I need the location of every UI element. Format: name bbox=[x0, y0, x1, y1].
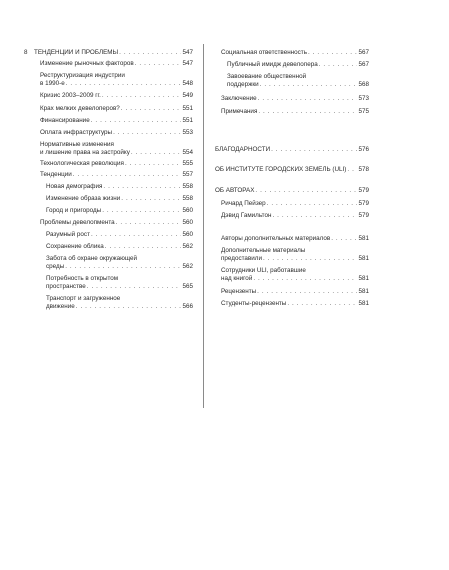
toc-entry-title: Разумный рост bbox=[46, 231, 90, 238]
chapter-number: 8 bbox=[24, 49, 28, 56]
page-number: 581 bbox=[358, 235, 369, 242]
toc-entry bbox=[34, 295, 193, 310]
toc-entry bbox=[215, 108, 369, 116]
dot-leader bbox=[87, 283, 182, 291]
toc-entry bbox=[34, 72, 193, 87]
dot-leader bbox=[76, 303, 182, 311]
toc-entry-title: Проблемы девелопмента bbox=[40, 219, 115, 226]
dot-leader bbox=[258, 95, 358, 103]
page-number: 575 bbox=[358, 108, 369, 115]
toc-entry-title: пространстве bbox=[46, 282, 86, 290]
toc-entry bbox=[215, 212, 369, 220]
toc-entry bbox=[34, 219, 193, 227]
dot-leader bbox=[103, 183, 181, 191]
toc-entry-title: Изменение образа жизни bbox=[46, 195, 121, 202]
toc-entry-title: Рецензенты bbox=[221, 288, 257, 295]
toc-entry bbox=[215, 166, 369, 174]
toc-entry-title: Ричард Пейзер bbox=[221, 200, 266, 207]
toc-entry bbox=[34, 231, 193, 239]
toc-entry-title-first-line: Дополнительные материалы bbox=[221, 247, 306, 254]
page-number: 553 bbox=[182, 129, 193, 136]
column-divider bbox=[203, 44, 204, 408]
toc-entry-title-first-line: Потребность в открытом bbox=[46, 275, 119, 282]
page-number: 549 bbox=[182, 92, 193, 99]
toc-entry-title: Изменение рыночных факторов bbox=[40, 60, 134, 67]
page-number: 565 bbox=[182, 282, 193, 290]
dot-leader bbox=[331, 235, 357, 243]
toc-entry-title: Финансирование bbox=[40, 117, 90, 124]
toc-entry bbox=[34, 60, 193, 68]
page-number: 581 bbox=[358, 300, 369, 307]
toc-entry-title: БЛАГОДАРНОСТИ bbox=[215, 146, 271, 153]
toc-entry-title: Дэвид Гамильтон bbox=[221, 212, 272, 219]
toc-entry bbox=[34, 275, 193, 290]
page-number: 581 bbox=[358, 254, 369, 262]
toc-entry-title: Авторы дополнительных материалов bbox=[221, 235, 331, 242]
toc-entry bbox=[34, 129, 193, 137]
page-number: 567 bbox=[358, 61, 369, 68]
toc-entry-title: Кризис 2003–2009 гг. bbox=[40, 92, 101, 99]
page-number: 557 bbox=[182, 171, 193, 178]
dot-leader bbox=[66, 80, 182, 88]
dot-leader bbox=[271, 146, 357, 154]
toc-entry bbox=[215, 247, 369, 262]
toc-entry-title: Новая демография bbox=[46, 183, 103, 190]
dot-leader bbox=[131, 149, 182, 157]
toc-entry-title: ОБ АВТОРАХ bbox=[215, 187, 255, 194]
dot-leader bbox=[287, 300, 357, 308]
toc-entry-title: Сохранение облика bbox=[46, 243, 104, 250]
page-number: 581 bbox=[358, 288, 369, 295]
dot-leader bbox=[116, 219, 182, 227]
toc-entry-title: ТЕНДЕНЦИИ И ПРОБЛЕМЫ bbox=[34, 49, 119, 56]
toc-entry-title-first-line: Транспорт и загруженное bbox=[46, 295, 121, 302]
dot-leader bbox=[91, 117, 182, 125]
toc-entry-title: Социальная ответственность bbox=[221, 49, 307, 56]
dot-leader bbox=[253, 275, 357, 283]
toc-entry bbox=[34, 243, 193, 251]
toc-entry-title: и лишение права на застройку bbox=[40, 148, 130, 156]
toc-entry bbox=[34, 255, 193, 270]
page-number: 558 bbox=[182, 195, 193, 202]
toc-entry bbox=[215, 95, 369, 103]
dot-leader bbox=[113, 129, 181, 137]
toc-entry-title-first-line: Забота об охране окружающей bbox=[46, 255, 137, 262]
toc-entry-title: среды bbox=[46, 262, 65, 270]
toc-entry bbox=[215, 300, 369, 308]
toc-entry bbox=[215, 235, 369, 243]
page-number: 547 bbox=[182, 49, 193, 56]
toc-entry-title: Тенденции bbox=[40, 171, 72, 178]
dot-leader bbox=[91, 231, 182, 239]
page-number: 548 bbox=[182, 79, 193, 87]
toc-entry-title: Заключение bbox=[221, 95, 257, 102]
page-number: 567 bbox=[358, 49, 369, 56]
dot-leader bbox=[102, 92, 182, 100]
dot-leader bbox=[119, 49, 181, 57]
page-number: 551 bbox=[182, 105, 193, 112]
toc-entry bbox=[34, 141, 193, 156]
toc-entry-title-first-line: Нормативные изменения bbox=[40, 141, 114, 148]
toc-entry bbox=[215, 200, 369, 208]
toc-entry-title: в 1990-е bbox=[40, 79, 65, 87]
toc-entry-title: Крах мелких девелоперов? bbox=[40, 105, 120, 112]
toc-entry bbox=[215, 61, 369, 69]
page-number: 568 bbox=[358, 80, 369, 88]
toc-entry-title: ОБ ИНСТИТУТЕ ГОРОДСКИХ ЗЕМЕЛЬ (ULI) bbox=[215, 166, 347, 173]
toc-entry bbox=[34, 207, 193, 215]
toc-entry bbox=[34, 117, 193, 125]
toc-entry bbox=[24, 49, 193, 57]
dot-leader bbox=[105, 243, 182, 251]
toc-entry bbox=[34, 171, 193, 179]
page-number: 558 bbox=[182, 183, 193, 190]
dot-leader bbox=[347, 166, 357, 174]
dot-leader bbox=[135, 60, 182, 68]
page-number: 555 bbox=[182, 160, 193, 167]
page-number: 547 bbox=[182, 60, 193, 67]
toc-entry bbox=[215, 146, 369, 154]
dot-leader bbox=[257, 288, 357, 296]
toc-entry-title: Публичный имидж девелопера bbox=[227, 61, 318, 68]
dot-leader bbox=[125, 160, 182, 168]
dot-leader bbox=[263, 255, 358, 263]
dot-leader bbox=[267, 200, 358, 208]
dot-leader bbox=[102, 207, 181, 215]
page-number: 560 bbox=[182, 219, 193, 226]
toc-entry bbox=[215, 49, 369, 57]
page-number: 554 bbox=[182, 148, 193, 156]
dot-leader bbox=[121, 105, 182, 113]
page-number: 566 bbox=[182, 302, 193, 310]
dot-leader bbox=[121, 195, 181, 203]
toc-entry bbox=[34, 183, 193, 191]
dot-leader bbox=[272, 212, 357, 220]
toc-entry-title: над книгой bbox=[221, 274, 253, 282]
page-number: 562 bbox=[182, 262, 193, 270]
page-number: 573 bbox=[358, 95, 369, 102]
dot-leader bbox=[258, 108, 357, 116]
dot-leader bbox=[260, 81, 358, 89]
toc-entry-title: Оплата инфраструктуры bbox=[40, 129, 113, 136]
toc-entry bbox=[215, 267, 369, 282]
toc-entry-title: Город и пригороды bbox=[46, 207, 102, 214]
toc-entry bbox=[215, 73, 369, 88]
toc-entry bbox=[215, 288, 369, 296]
page-number: 562 bbox=[182, 243, 193, 250]
toc-entry-title: поддержки bbox=[227, 80, 259, 88]
page-number: 560 bbox=[182, 231, 193, 238]
toc-entry bbox=[34, 160, 193, 168]
page-number: 579 bbox=[358, 200, 369, 207]
toc-entry bbox=[34, 195, 193, 203]
page-number: 576 bbox=[358, 146, 369, 153]
toc-entry-title: Студенты-рецензенты bbox=[221, 300, 287, 307]
toc-entry-title-first-line: Завоевание общественной bbox=[227, 73, 307, 80]
page-number: 551 bbox=[182, 117, 193, 124]
toc-entry-title: Технологическая революция bbox=[40, 160, 124, 167]
toc-entry bbox=[34, 105, 193, 113]
toc-entry-title-first-line: Сотрудники ULI, работавшие bbox=[221, 267, 306, 274]
dot-leader bbox=[255, 187, 357, 195]
toc-entry bbox=[34, 92, 193, 100]
toc-entry-title: движение bbox=[46, 302, 75, 310]
dot-leader bbox=[73, 171, 182, 179]
page-number: 579 bbox=[358, 187, 369, 194]
page-number: 581 bbox=[358, 274, 369, 282]
toc-entry bbox=[215, 187, 369, 195]
toc-entry-title: предоставили bbox=[221, 254, 262, 262]
toc-entry-title-first-line: Реструктуризация индустрии bbox=[40, 72, 125, 79]
page-number: 560 bbox=[182, 207, 193, 214]
dot-leader bbox=[308, 49, 358, 57]
dot-leader bbox=[319, 61, 358, 69]
page-number: 579 bbox=[358, 212, 369, 219]
toc-entry-title: Примечания bbox=[221, 108, 258, 115]
dot-leader bbox=[65, 263, 181, 271]
page-number: 578 bbox=[358, 166, 369, 173]
